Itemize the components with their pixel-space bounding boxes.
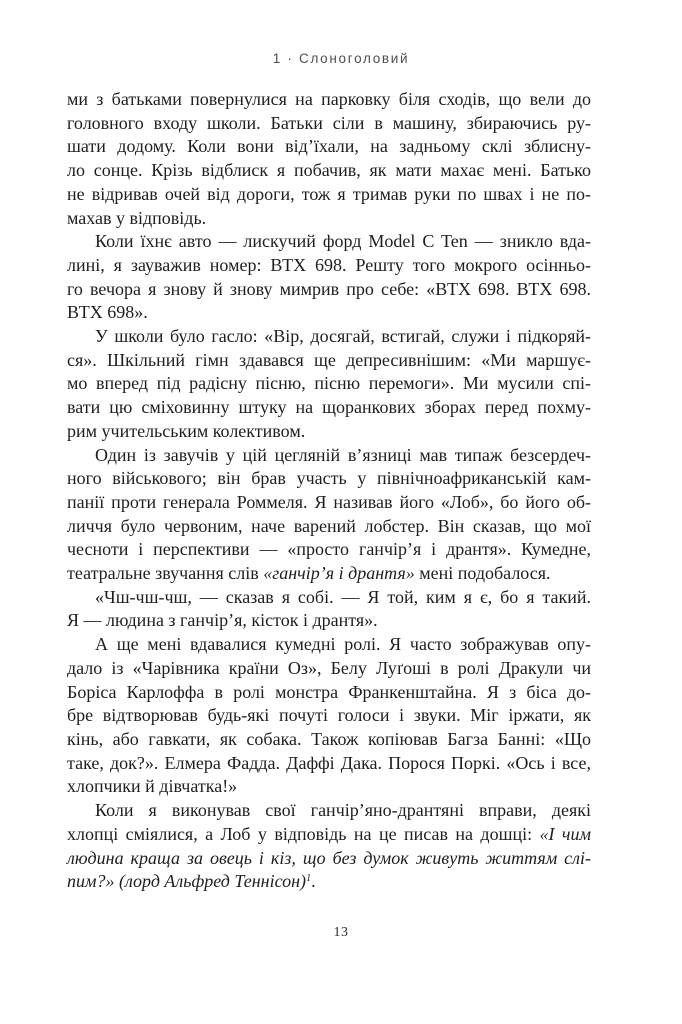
body-text: «Чш-чш-чш, — сказав я собі. — Я той, ким я є, бо я такий. <box>95 586 591 607</box>
body-text: личчя було червоним, наче варений лобстер. Він сказав, що мої <box>67 515 591 536</box>
text-line <box>67 135 591 159</box>
body-text: Один із завучів у цій цегляній в’язниці мав типаж безсердеч- <box>95 444 591 465</box>
italic-text: «І чим <box>539 823 591 844</box>
footnote-marker: 1 <box>306 873 312 885</box>
body-text: ся». Шкільний гімн здавався ще депресивнішим: «Ми маршує- <box>67 349 591 370</box>
text-line <box>67 467 591 491</box>
text-line <box>67 301 591 325</box>
text-block <box>67 88 591 894</box>
text-line <box>67 681 591 705</box>
body-text: театральне звучання слів <box>67 563 264 584</box>
text-line <box>67 799 591 823</box>
body-text: шати додому. Коли вони від’їхали, на задньому склі зблисну- <box>67 136 591 157</box>
text-line <box>67 847 591 871</box>
body-text: хлопчики й дівчатка!» <box>67 776 238 797</box>
body-text: У школи було гасло: «Вір, досягай, встигай, служи і підкоряй- <box>95 326 591 347</box>
text-line <box>67 823 591 847</box>
italic-text: «ганчір’я і дрантя» <box>263 563 415 584</box>
text-line <box>67 870 591 894</box>
body-text: не відривав очей від дороги, тож я тримав руки по швах і не по- <box>67 183 591 204</box>
body-text: дало із «Чарівника країни Оз», Белу Луґоші в ролі Дракули чи <box>67 657 591 678</box>
text-line <box>67 230 591 254</box>
body-text: хлопці сміялися, а Лоб у відповідь на це писав на дошці: <box>67 823 540 844</box>
body-text: таке, док?». Елмера Фадда. Даффі Дака. Порося Поркі. «Ось і все, <box>67 752 591 773</box>
body-text: вати цю сміховинну штуку на щоранкових зборах перед похму- <box>67 397 591 418</box>
body-text: го вечора я знову й знову мимрив про себе: «ВТХ 698. ВТХ 698. <box>67 278 591 299</box>
text-line <box>67 562 591 586</box>
body-text: Я — людина з ганчір’я, кісток і дрантя». <box>67 610 378 631</box>
text-line <box>67 325 591 349</box>
page-number: 13 <box>333 925 349 940</box>
body-text: Боріса Карлоффа в ролі монстра Франкенштайна. Я з біса до- <box>67 681 591 702</box>
text-line <box>67 420 591 444</box>
text-line <box>67 704 591 728</box>
body-text: панії проти генерала Роммеля. Я називав його «Лоб», бо його об- <box>67 491 591 512</box>
text-line <box>67 183 591 207</box>
body-text: Коли їхнє авто — лискучий форд Model C Ten — зникло вда- <box>95 231 591 252</box>
text-line <box>67 775 591 799</box>
text-line <box>67 538 591 562</box>
text-line <box>67 752 591 776</box>
body-text: ми з батьками повернулися на парковку біля сходів, що вели до <box>67 89 591 109</box>
text-line <box>67 254 591 278</box>
body-text: Коли я виконував свої ганчір’яно-дрантяні вправи, деякі <box>95 800 591 821</box>
text-line <box>67 88 591 112</box>
body-text: головного входу школи. Батьки сіли в машину, збираючись ру- <box>67 112 591 133</box>
running-header: 1 · Слоноголовий <box>272 51 410 66</box>
italic-text: людина краща за овець і кіз, що без думок живуть життям слі- <box>67 847 591 868</box>
body-text: кінь, або гавкати, як собака. Також копіював Багза Банні: «Що <box>67 728 591 749</box>
text-line <box>67 491 591 515</box>
text-line <box>67 586 591 610</box>
text-line <box>67 515 591 539</box>
text-line <box>67 396 591 420</box>
body-text: махав у відповідь. <box>67 207 207 228</box>
body-text: мо вперед під радісну пісню, пісню перемоги». Ми мусили спі- <box>67 373 591 394</box>
body-text: лині, я зауважив номер: ВТХ 698. Решту того мокрого осінньо- <box>67 254 591 275</box>
body-text: А ще мені вдавалися кумедні ролі. Я часто зображував опу- <box>95 634 591 655</box>
text-line <box>67 372 591 396</box>
body-text: ло сонце. Крізь відблиск я побачив, як мати махає мені. Батько <box>67 160 591 181</box>
text-line <box>67 609 591 633</box>
text-line <box>67 728 591 752</box>
text-line <box>67 349 591 373</box>
text-line <box>67 159 591 183</box>
text-line <box>67 207 591 231</box>
text-line <box>67 633 591 657</box>
italic-text: пим?» (лорд Альфред Теннісон) <box>67 871 307 892</box>
body-text: бре відтворював будь-які почуті голоси і звуки. Міг іржати, як <box>67 705 591 726</box>
body-text: ного військового; він брав участь у північноафриканській кам- <box>67 468 591 489</box>
body-text: . <box>311 871 316 892</box>
body-text: чесноти і перспективи — «просто ганчір’я і дрантя». Кумедне, <box>67 539 591 560</box>
text-line <box>67 278 591 302</box>
text-line <box>67 444 591 468</box>
text-line <box>67 112 591 136</box>
text-line <box>67 657 591 681</box>
body-text: рим учительським колективом. <box>67 420 306 441</box>
body-text: ВТХ 698». <box>67 302 148 323</box>
body-text: мені подобалося. <box>414 563 551 584</box>
